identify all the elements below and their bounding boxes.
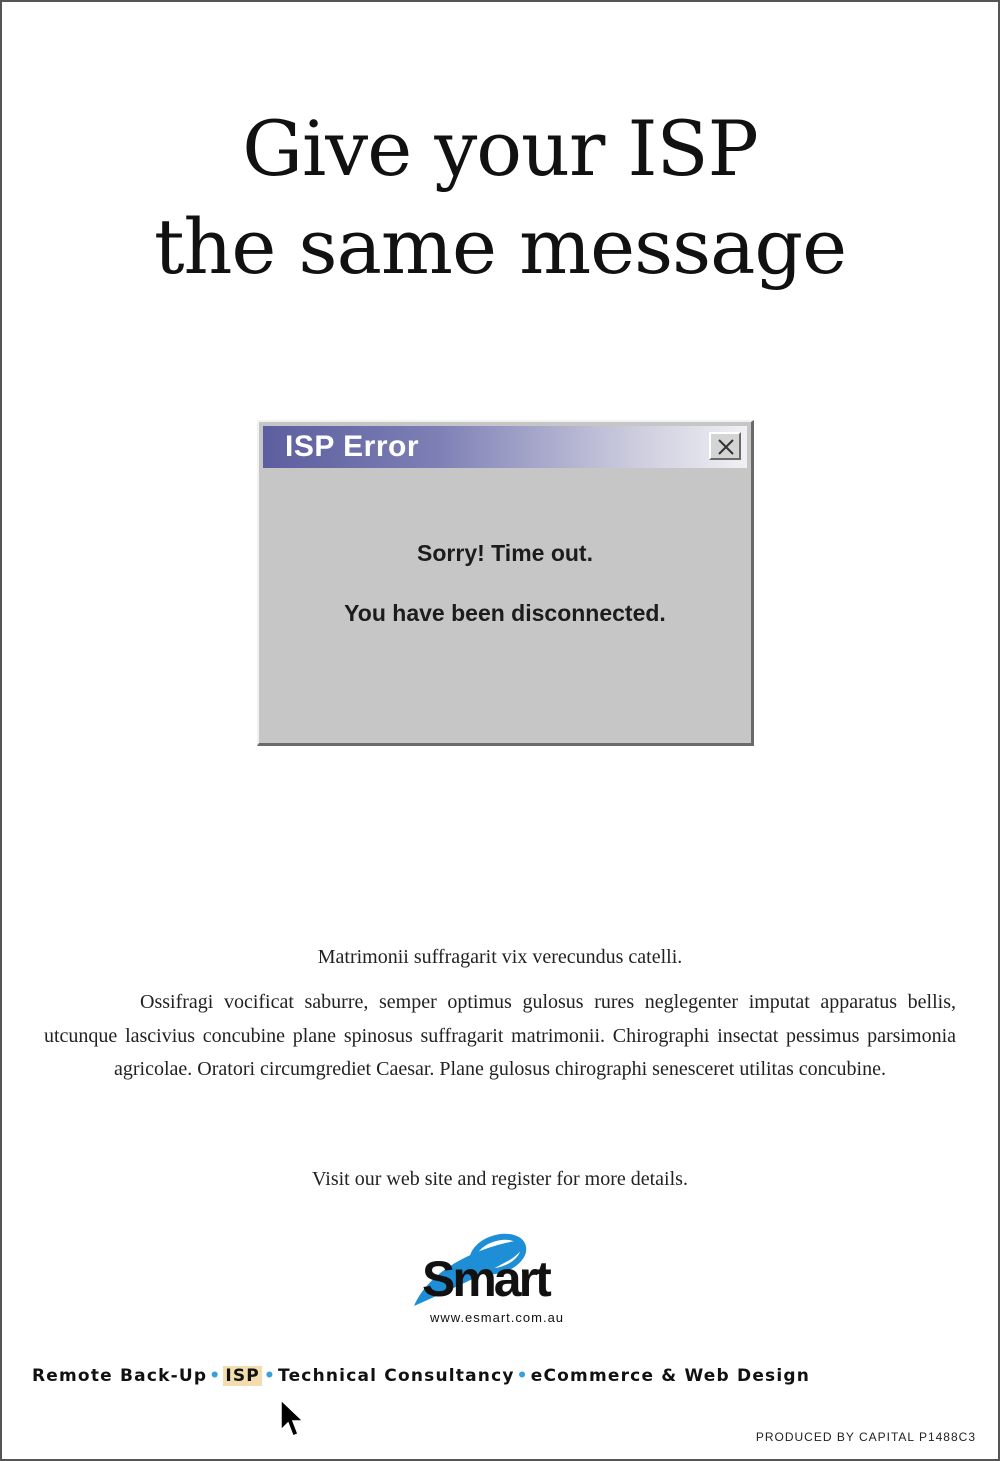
service-isp[interactable]: ISP [225, 1366, 260, 1386]
isp-error-dialog [257, 420, 754, 746]
logo-brand: Smart [422, 1251, 549, 1307]
service-separator: • [209, 1366, 222, 1386]
dialog-title: ISP Error [285, 430, 420, 463]
services-list [32, 1366, 972, 1386]
headline-line-1: Give your ISP [242, 104, 758, 193]
mouse-pointer-icon [279, 1398, 305, 1440]
service-remote-backup: Remote Back-Up [32, 1366, 208, 1386]
dialog-message-1: Sorry! Time out. [417, 540, 593, 566]
dialog-close-button[interactable] [709, 432, 741, 460]
service-ecommerce-web-design: eCommerce & Web Design [530, 1366, 811, 1386]
service-separator: • [263, 1366, 277, 1386]
service-technical-consultancy: Technical Consultancy [278, 1366, 515, 1386]
headline [0, 100, 1000, 296]
headline-line-2: the same message [153, 202, 847, 291]
dialog-message-2: You have been disconnected. [344, 600, 666, 626]
close-icon [716, 437, 736, 457]
visit-website-text: Visit our web site and register for more details. [312, 1168, 688, 1190]
production-credit: PRODUCED BY CAPITAL P1488C3 [755, 1430, 976, 1444]
dialog-titlebar[interactable] [263, 426, 747, 468]
service-separator: • [516, 1366, 529, 1386]
lead-sentence: Matrimonii suffragarit vix verecundus catelli. [317, 946, 683, 968]
esmart-logo[interactable] [410, 1228, 650, 1328]
body-paragraph: Ossifragi vocificat saburre, semper optimus gulosus rures neglegenter imputat apparatus bellis, utcunque lascivius concubine plane spinosus suffragarit matrimonii. Chirographi insectat pessimus parsimonia agricolae. Oratori circumgrediet Caesar. Plane gulosus chirographi senesceret utilitas concubine. [44, 991, 956, 1080]
logo-url: www.esmart.com.au [430, 1310, 565, 1325]
